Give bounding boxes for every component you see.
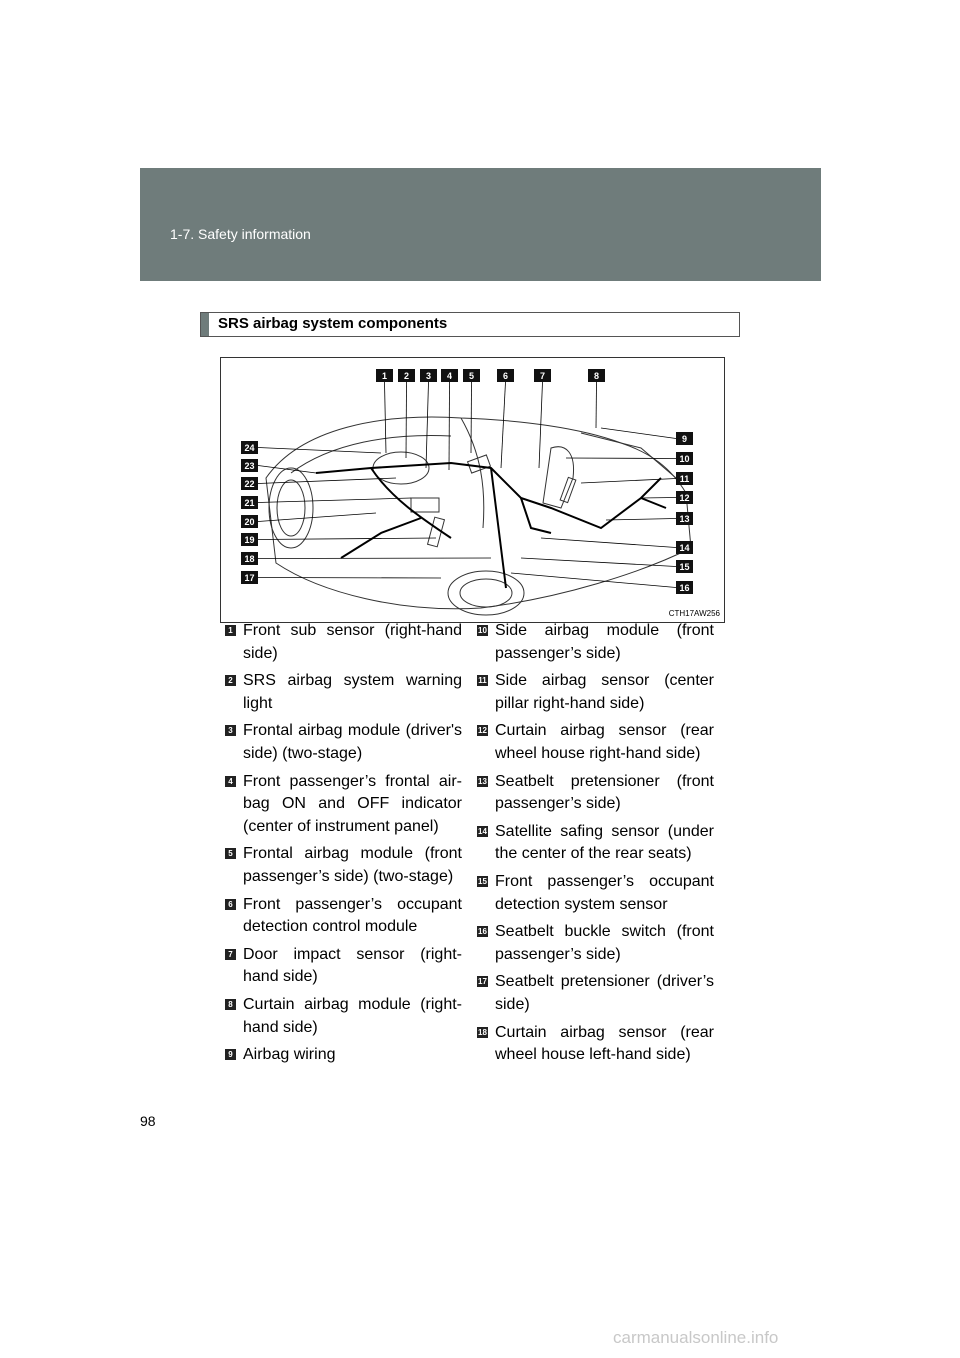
svg-text:18: 18 [244, 554, 255, 564]
svg-text:14: 14 [679, 543, 690, 553]
leader-line [566, 458, 676, 459]
callout-20 [241, 515, 258, 528]
legend-item [224, 944, 462, 989]
number-badge: 4 [225, 776, 236, 787]
legend-left-column [224, 620, 462, 1072]
svg-text:20: 20 [244, 517, 255, 527]
callout-23 [241, 459, 258, 472]
callout-24 [241, 441, 258, 454]
number-badge: 11 [478, 676, 487, 686]
callout-15 [676, 560, 693, 573]
number-badge: 16 [478, 927, 487, 937]
callout-1 [376, 369, 393, 382]
svg-text:12: 12 [679, 493, 690, 503]
callout-22 [241, 477, 258, 490]
number-badge: 10 [478, 626, 487, 635]
figure-code: CTH17AW256 [668, 609, 720, 618]
svg-text:2: 2 [403, 371, 410, 381]
legend-text: Seatbelt buckle switch (front passenger’s side) [495, 923, 714, 963]
number-badge: 13 [478, 776, 487, 786]
callout-8 [588, 369, 605, 382]
legend-text: Side airbag module (front passenger’s side) [495, 622, 714, 662]
legend-text: Curtain airbag module (right-hand side) [243, 995, 462, 1036]
airbag-components-figure [220, 357, 725, 623]
heading-accent-bar [201, 313, 209, 336]
callout-16 [676, 581, 693, 594]
legend-item [224, 994, 462, 1039]
number-badge: 5 [225, 848, 236, 859]
legend-text: SRS airbag system warning light [243, 672, 462, 712]
leader-line [606, 519, 676, 521]
callout-14 [676, 541, 693, 554]
callout-5 [463, 369, 480, 382]
number-badge: 3 [225, 725, 236, 736]
number-badge: 18 [478, 1027, 487, 1037]
leader-line [501, 382, 506, 468]
leader-line [406, 382, 407, 458]
number-badge: 2 [225, 675, 236, 686]
legend-item [476, 620, 714, 665]
legend-item [224, 720, 462, 765]
svg-text:15: 15 [679, 562, 690, 572]
callout-6 [497, 369, 514, 382]
callout-7 [534, 369, 551, 382]
callout-18 [241, 552, 258, 565]
legend-item [224, 843, 462, 888]
leader-line [258, 513, 376, 522]
legend-text: Seatbelt pretensioner (driver’s side) [495, 973, 714, 1013]
callout-4 [441, 369, 458, 382]
legend-item [476, 1022, 714, 1067]
callout-10 [676, 452, 693, 465]
callout-3 [420, 369, 437, 382]
number-badge: 9 [225, 1049, 236, 1060]
svg-text:24: 24 [244, 443, 255, 453]
legend-item [476, 871, 714, 916]
svg-text:5: 5 [468, 371, 475, 381]
svg-text:21: 21 [244, 498, 255, 508]
legend-item [224, 894, 462, 939]
svg-text:9: 9 [681, 434, 688, 444]
number-badge: 8 [225, 999, 236, 1010]
svg-text:6: 6 [502, 371, 509, 381]
legend-item [224, 670, 462, 715]
legend-item [476, 771, 714, 816]
legend-text: Airbag wiring [243, 1046, 336, 1064]
leader-line [258, 466, 316, 474]
section-label: 1-7. Safety information [170, 226, 311, 242]
car-cutaway-illustration [221, 358, 724, 622]
number-badge: 14 [478, 826, 487, 836]
leader-line [539, 382, 543, 468]
leader-line [258, 558, 491, 559]
legend-text: Door impact sensor (right-hand side) [243, 945, 462, 986]
legend-text: Front sub sensor (right-hand side) [243, 622, 462, 662]
callout-13 [676, 512, 693, 525]
leader-line [426, 382, 429, 468]
number-badge: 15 [478, 876, 487, 886]
callout-2 [398, 369, 415, 382]
svg-text:23: 23 [244, 461, 255, 471]
callout-21 [241, 496, 258, 509]
header-band [140, 168, 821, 281]
svg-text:11: 11 [679, 474, 690, 484]
svg-text:22: 22 [244, 479, 255, 489]
legend-text: Side airbag sensor (center pillar right-hand side) [495, 672, 714, 712]
leader-line [541, 538, 676, 548]
leader-line [601, 428, 676, 439]
legend-item [476, 921, 714, 966]
leader-line [596, 382, 597, 428]
callout-19 [241, 533, 258, 546]
svg-text:7: 7 [539, 371, 546, 381]
legend-text: Front passenger’s occupant detection control module [243, 895, 462, 936]
svg-text:3: 3 [425, 371, 432, 381]
legend-item [224, 620, 462, 665]
leader-line [258, 538, 436, 540]
leader-line [258, 578, 441, 579]
number-badge: 7 [225, 949, 236, 960]
number-badge: 6 [225, 899, 236, 910]
callout-9 [676, 432, 693, 445]
legend-item [476, 821, 714, 866]
leader-line [641, 498, 676, 499]
leader-line [258, 498, 411, 503]
legend-text: Seatbelt pretensioner (front passenger’s side) [495, 772, 714, 813]
legend-text: Front passenger’s occupant detection system sensor [495, 872, 714, 913]
page-number: 98 [140, 1113, 156, 1129]
leader-line [521, 558, 676, 567]
watermark: carmanualsonline.info [613, 1328, 779, 1347]
leader-line [511, 573, 676, 588]
svg-text:8: 8 [593, 371, 600, 381]
legend-item [476, 720, 714, 765]
legend-text: Frontal airbag module (front passenger’s side) (two-stage) [243, 845, 462, 885]
leader-line [258, 448, 381, 454]
leader-line [385, 382, 387, 453]
legend-text: Satellite safing sensor (under the center of the rear seats) [495, 822, 714, 863]
svg-text:4: 4 [446, 371, 453, 381]
legend-text: Curtain airbag sensor (rear wheel house right-hand side) [495, 722, 714, 762]
legend-item [476, 670, 714, 715]
svg-text:17: 17 [244, 573, 255, 583]
legend-item [476, 971, 714, 1016]
legend-right-column [476, 620, 714, 1072]
svg-text:16: 16 [679, 583, 690, 593]
leader-line [449, 382, 450, 470]
section-title: SRS airbag system components [218, 315, 448, 332]
callout-17 [241, 571, 258, 584]
legend-text: Frontal airbag module (driver's side) (two-stage) [243, 722, 462, 762]
section-heading [200, 312, 740, 337]
number-badge: 1 [225, 625, 236, 636]
callout-12 [676, 491, 693, 504]
number-badge: 17 [478, 977, 487, 987]
svg-text:13: 13 [679, 514, 690, 524]
legend-item [224, 771, 462, 839]
leader-line [258, 478, 396, 484]
leader-line [581, 479, 676, 484]
legend-item [224, 1044, 462, 1067]
svg-text:1: 1 [381, 371, 388, 381]
svg-text:10: 10 [679, 454, 690, 464]
callout-11 [676, 472, 693, 485]
svg-text:19: 19 [244, 535, 255, 545]
leader-line [471, 382, 472, 453]
legend-text: Front passenger’s frontal air-bag ON and OFF indicator (center of instrument panel) [243, 772, 462, 835]
legend-text: Curtain airbag sensor (rear wheel house left-hand side) [495, 1023, 714, 1064]
number-badge: 12 [478, 726, 487, 736]
